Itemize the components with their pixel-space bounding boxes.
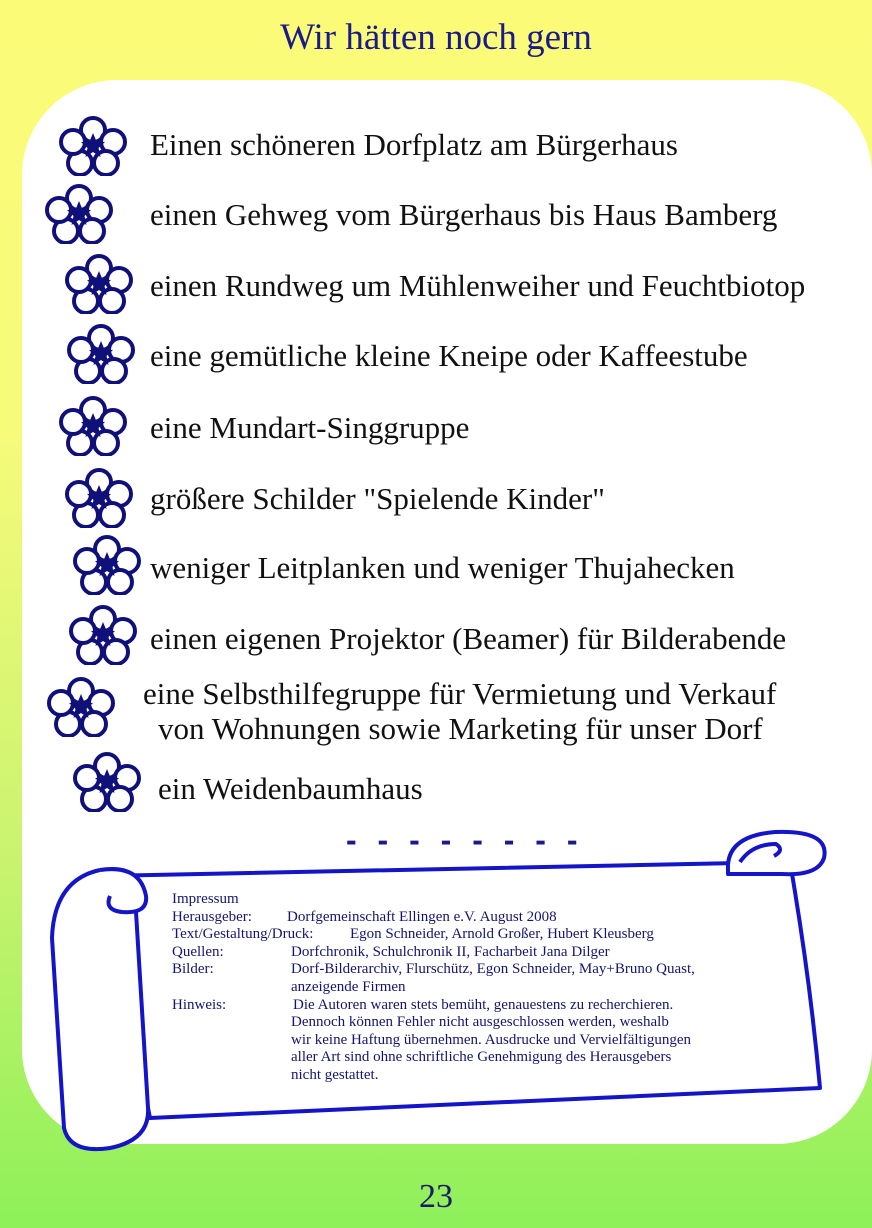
text-gestaltung-label: Text/Gestaltung/Druck:	[172, 926, 314, 943]
flower-icon	[58, 116, 128, 176]
list-item: einen Rundweg um Mühlenweiher und Feuchtbiotop	[150, 268, 806, 303]
flower-icon	[66, 324, 136, 384]
text-gestaltung-value: Egon Schneider, Arnold Großer, Hubert Kleusberg	[350, 926, 654, 943]
hinweis-line: aller Art sind ohne schriftliche Genehmigung des Herausgebers	[291, 1049, 672, 1066]
hinweis-line: Dennoch können Fehler nicht ausgeschlossen werden, weshalb	[291, 1014, 669, 1031]
list-item: eine Mundart-Singgruppe	[150, 410, 470, 445]
flower-icon	[72, 535, 142, 595]
herausgeber-label: Herausgeber:	[172, 908, 252, 925]
list-item: eine gemütliche kleine Kneipe oder Kaffeestube	[150, 338, 748, 373]
quellen-value: Dorfchronik, Schulchronik II, Facharbeit Jana Dilger	[291, 943, 610, 960]
flower-icon	[72, 752, 142, 812]
list-item-continuation: von Wohnungen sowie Marketing für unser Dorf	[158, 711, 763, 746]
quellen-label: Quellen:	[172, 943, 224, 960]
list-item: einen eigenen Projektor (Beamer) für Bilderabende	[150, 621, 787, 656]
scroll-frame	[40, 818, 840, 1158]
hinweis-label: Hinweis:	[172, 996, 227, 1013]
page-title: Wir hätten noch gern	[280, 17, 592, 58]
impressum-heading: Impressum	[172, 891, 239, 907]
flower-icon	[58, 396, 128, 456]
hinweis-line: nicht gestattet.	[291, 1066, 379, 1083]
bilder-value-continuation: anzeigende Firmen	[291, 978, 406, 995]
bilder-label: Bilder:	[172, 961, 214, 978]
flower-icon	[68, 605, 138, 665]
list-item: einen Gehweg vom Bürgerhaus bis Haus Bamberg	[150, 197, 778, 232]
flower-icon	[44, 184, 114, 244]
flower-icon	[64, 254, 134, 314]
list-item: weniger Leitplanken und weniger Thujahecken	[150, 550, 735, 585]
list-item: Einen schöneren Dorfplatz am Bürgerhaus	[150, 127, 678, 162]
list-item: ein Weidenbaumhaus	[158, 771, 423, 806]
hinweis-line: wir keine Haftung übernehmen. Ausdrucke und Vervielfältigungen	[291, 1031, 692, 1048]
separator-dashes: - - - - - - - -	[346, 822, 584, 858]
page-number: 23	[419, 1178, 453, 1215]
herausgeber-value: Dorfgemeinschaft Ellingen e.V. August 2008	[287, 908, 557, 925]
flower-icon	[64, 468, 134, 528]
list-item: eine Selbsthilfegruppe für Vermietung und Verkauf	[143, 676, 777, 711]
flower-icon	[46, 677, 116, 737]
hinweis-line: Die Autoren waren stets bemüht, genauestens zu recherchieren.	[293, 996, 674, 1013]
bilder-value: Dorf-Bilderarchiv, Flurschütz, Egon Schneider, May+Bruno Quast,	[291, 961, 695, 978]
list-item: größere Schilder "Spielende Kinder"	[150, 481, 605, 516]
